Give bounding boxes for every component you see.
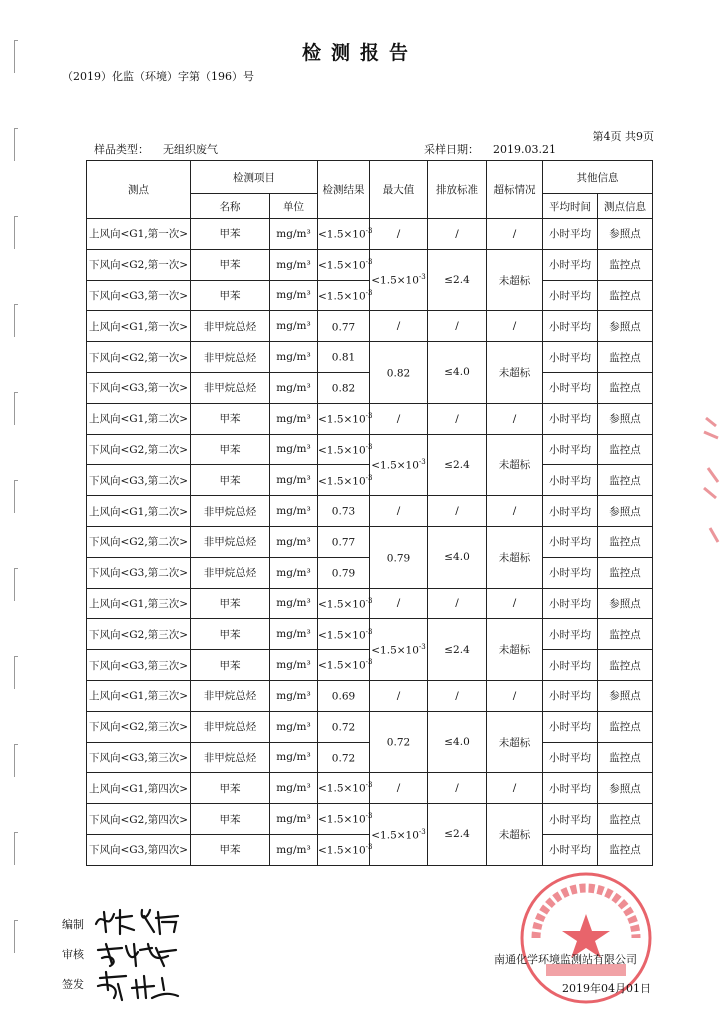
- time-cell: 小时平均: [543, 311, 598, 342]
- sample-type-value: 无组织废气: [163, 143, 218, 156]
- time-cell: 小时平均: [543, 773, 598, 804]
- point-cell: 下风向<G2,第三次>: [87, 619, 191, 650]
- exceed-cell: /: [487, 403, 543, 434]
- point-cell: 下风向<G2,第一次>: [87, 249, 191, 280]
- max-cell: [370, 342, 428, 404]
- time-cell: 小时平均: [543, 619, 598, 650]
- time-cell: 小时平均: [543, 742, 598, 773]
- result-cell-exponent: -3: [365, 411, 373, 420]
- info-cell: 参照点: [598, 680, 653, 711]
- info-cell: 监控点: [598, 650, 653, 681]
- info-cell: 监控点: [598, 372, 653, 403]
- name-cell: 甲苯: [191, 650, 270, 681]
- unit-cell: mg/m³: [270, 711, 318, 742]
- seal-fragment: [700, 408, 720, 558]
- info-cell: 监控点: [598, 434, 653, 465]
- point-cell: 上风向<G1,第二次>: [87, 496, 191, 527]
- table-row: [87, 804, 653, 835]
- name-cell: 甲苯: [191, 403, 270, 434]
- max-cell: /: [370, 311, 428, 342]
- point-cell: 下风向<G3,第二次>: [87, 465, 191, 496]
- point-cell: 下风向<G3,第一次>: [87, 280, 191, 311]
- result-cell: [318, 680, 370, 711]
- table-body: [87, 219, 653, 866]
- compiled-label: 编制: [62, 918, 84, 931]
- point-cell: 上风向<G1,第二次>: [87, 403, 191, 434]
- max-cell: /: [370, 496, 428, 527]
- result-cell-text: <1.5×10: [318, 813, 366, 826]
- result-cell: [318, 280, 373, 311]
- name-cell: 甲苯: [191, 588, 270, 619]
- result-cell: [318, 526, 370, 557]
- standard-cell: /: [428, 773, 487, 804]
- result-cell-text: <1.5×10: [318, 844, 366, 857]
- max-cell: [370, 711, 428, 773]
- exceed-cell: 未超标: [487, 711, 543, 773]
- point-cell: 上风向<G1,第三次>: [87, 588, 191, 619]
- standard-cell: ≤4.0: [428, 342, 487, 404]
- result-cell-text: <1.5×10: [318, 475, 366, 488]
- reference-number: （2019）化监（环境）字第（196）号: [62, 70, 254, 83]
- reviewed-label: 审核: [62, 948, 84, 961]
- organization-name: 南通化学环境监测站有限公司: [494, 953, 637, 966]
- time-cell: 小时平均: [543, 280, 598, 311]
- unit-cell: mg/m³: [270, 588, 318, 619]
- info-cell: 参照点: [598, 403, 653, 434]
- unit-cell: mg/m³: [270, 342, 318, 373]
- header-name: 名称: [191, 194, 270, 219]
- time-cell: 小时平均: [543, 557, 598, 588]
- result-cell-exponent: -3: [365, 812, 373, 821]
- exceed-cell: /: [487, 496, 543, 527]
- point-cell: 上风向<G1,第一次>: [87, 311, 191, 342]
- exceed-cell: 未超标: [487, 342, 543, 404]
- exceed-cell: /: [487, 680, 543, 711]
- exceed-cell: 未超标: [487, 804, 543, 866]
- max-cell: /: [370, 219, 428, 250]
- max-cell-text: <1.5×10: [371, 459, 419, 472]
- name-cell: 非甲烷总烃: [191, 557, 270, 588]
- max-cell-text: <1.5×10: [371, 829, 419, 842]
- table-row: [87, 711, 653, 742]
- exceed-cell: /: [487, 311, 543, 342]
- issuer-signature: [92, 968, 187, 1004]
- name-cell: 甲苯: [191, 280, 270, 311]
- max-cell-text: 0.82: [386, 367, 411, 380]
- table-row: [87, 342, 653, 373]
- table-row: [87, 434, 653, 465]
- name-cell: 甲苯: [191, 249, 270, 280]
- max-cell: /: [370, 588, 428, 619]
- result-cell: [318, 773, 373, 804]
- result-cell-exponent: -3: [365, 781, 373, 790]
- result-cell: [318, 557, 370, 588]
- standard-cell: /: [428, 496, 487, 527]
- time-cell: 小时平均: [543, 496, 598, 527]
- result-cell-text: <1.5×10: [318, 228, 366, 241]
- header-time: 平均时间: [543, 194, 598, 219]
- point-cell: 下风向<G2,第二次>: [87, 434, 191, 465]
- time-cell: 小时平均: [543, 834, 598, 865]
- sampling-date-label: 采样日期：: [424, 143, 479, 156]
- max-cell-exponent: -3: [418, 458, 426, 467]
- exceed-cell: 未超标: [487, 249, 543, 311]
- name-cell: 非甲烷总烃: [191, 742, 270, 773]
- time-cell: 小时平均: [543, 680, 598, 711]
- time-cell: 小时平均: [543, 342, 598, 373]
- standard-cell: /: [428, 311, 487, 342]
- max-cell: [370, 434, 428, 496]
- max-cell: [370, 804, 428, 866]
- issued-label: 签发: [62, 978, 84, 991]
- name-cell: 甲苯: [191, 619, 270, 650]
- time-cell: 小时平均: [543, 372, 598, 403]
- sampling-date-value: 2019.03.21: [493, 143, 556, 156]
- unit-cell: mg/m³: [270, 372, 318, 403]
- result-cell: [318, 650, 373, 681]
- result-cell: [318, 219, 373, 250]
- page-info: 第4页 共9页: [592, 130, 654, 143]
- name-cell: 甲苯: [191, 834, 270, 865]
- max-cell: [370, 249, 428, 311]
- standard-cell: /: [428, 680, 487, 711]
- result-cell-exponent: -3: [365, 473, 373, 482]
- info-cell: 监控点: [598, 465, 653, 496]
- result-cell: [318, 434, 373, 465]
- point-cell: 上风向<G1,第三次>: [87, 680, 191, 711]
- result-cell: [318, 711, 370, 742]
- result-cell: [318, 342, 370, 373]
- name-cell: 非甲烷总烃: [191, 342, 270, 373]
- result-cell-exponent: -3: [365, 843, 373, 852]
- result-cell-exponent: -3: [365, 288, 373, 297]
- exceed-cell: /: [487, 773, 543, 804]
- table-row: [87, 526, 653, 557]
- time-cell: 小时平均: [543, 465, 598, 496]
- name-cell: 非甲烷总烃: [191, 680, 270, 711]
- time-cell: 小时平均: [543, 219, 598, 250]
- issue-date: 2019年04月01日: [562, 982, 651, 995]
- info-cell: 监控点: [598, 834, 653, 865]
- name-cell: 非甲烷总烃: [191, 496, 270, 527]
- max-cell-exponent: -3: [418, 827, 426, 836]
- unit-cell: mg/m³: [270, 496, 318, 527]
- standard-cell: ≤2.4: [428, 619, 487, 681]
- max-cell: [370, 619, 428, 681]
- info-cell: 监控点: [598, 711, 653, 742]
- max-cell: /: [370, 773, 428, 804]
- time-cell: 小时平均: [543, 403, 598, 434]
- table-row: [87, 219, 653, 250]
- time-cell: 小时平均: [543, 526, 598, 557]
- result-cell-exponent: -3: [365, 658, 373, 667]
- time-cell: 小时平均: [543, 711, 598, 742]
- result-cell-exponent: -3: [365, 227, 373, 236]
- result-cell: [318, 804, 373, 835]
- info-cell: 监控点: [598, 280, 653, 311]
- result-cell-exponent: -3: [365, 257, 373, 266]
- info-cell: 监控点: [598, 249, 653, 280]
- result-cell-text: <1.5×10: [318, 290, 366, 303]
- unit-cell: mg/m³: [270, 311, 318, 342]
- result-cell-text: 0.81: [331, 351, 356, 364]
- info-cell: 监控点: [598, 742, 653, 773]
- info-cell: 参照点: [598, 588, 653, 619]
- result-cell-exponent: -3: [365, 596, 373, 605]
- info-cell: 监控点: [598, 526, 653, 557]
- unit-cell: mg/m³: [270, 526, 318, 557]
- unit-cell: mg/m³: [270, 465, 318, 496]
- name-cell: 非甲烷总烃: [191, 711, 270, 742]
- result-cell: [318, 403, 373, 434]
- exceed-cell: 未超标: [487, 434, 543, 496]
- standard-cell: ≤4.0: [428, 711, 487, 773]
- result-cell-text: 0.72: [331, 752, 356, 765]
- result-cell-text: <1.5×10: [318, 629, 366, 641]
- reviewer-signature: [92, 938, 187, 968]
- result-cell: [318, 465, 373, 496]
- result-cell-text: 0.82: [331, 382, 356, 395]
- table-row: [87, 680, 653, 711]
- header-point-info: 测点信息: [598, 194, 653, 219]
- unit-cell: mg/m³: [270, 650, 318, 681]
- result-cell-text: 0.77: [331, 321, 356, 334]
- table-row: [87, 619, 653, 650]
- max-cell: /: [370, 680, 428, 711]
- result-cell-text: 0.69: [331, 690, 356, 703]
- header-result: 检测结果: [318, 161, 370, 219]
- result-cell: [318, 249, 373, 280]
- name-cell: 甲苯: [191, 804, 270, 835]
- header-item: 检测项目: [191, 161, 318, 194]
- sample-type-label: 样品类型：: [94, 143, 149, 156]
- binding-marks: [14, 40, 18, 1000]
- max-cell-text: <1.5×10: [371, 644, 419, 657]
- result-cell: [318, 742, 370, 773]
- name-cell: 非甲烷总烃: [191, 311, 270, 342]
- exceed-cell: 未超标: [487, 526, 543, 588]
- time-cell: 小时平均: [543, 434, 598, 465]
- name-cell: 甲苯: [191, 219, 270, 250]
- time-cell: 小时平均: [543, 650, 598, 681]
- max-cell: [370, 526, 428, 588]
- unit-cell: mg/m³: [270, 773, 318, 804]
- exceed-cell: 未超标: [487, 619, 543, 681]
- result-cell: [318, 496, 370, 527]
- result-cell-text: 0.73: [331, 505, 356, 518]
- max-cell-exponent: -3: [418, 273, 426, 282]
- info-cell: 参照点: [598, 496, 653, 527]
- result-cell: [318, 311, 370, 342]
- exceed-cell: /: [487, 588, 543, 619]
- point-cell: 下风向<G3,第三次>: [87, 742, 191, 773]
- point-cell: 下风向<G3,第三次>: [87, 650, 191, 681]
- standard-cell: ≤4.0: [428, 526, 487, 588]
- exceed-cell: /: [487, 219, 543, 250]
- point-cell: 下风向<G3,第二次>: [87, 557, 191, 588]
- point-cell: 下风向<G2,第四次>: [87, 804, 191, 835]
- name-cell: 非甲烷总烃: [191, 372, 270, 403]
- result-cell-text: <1.5×10: [318, 413, 366, 426]
- time-cell: 小时平均: [543, 249, 598, 280]
- result-cell-text: <1.5×10: [318, 598, 366, 611]
- unit-cell: mg/m³: [270, 219, 318, 250]
- name-cell: 非甲烷总烃: [191, 526, 270, 557]
- table-row: [87, 496, 653, 527]
- standard-cell: /: [428, 588, 487, 619]
- result-cell: [318, 588, 373, 619]
- point-cell: 上风向<G1,第四次>: [87, 773, 191, 804]
- time-cell: 小时平均: [543, 588, 598, 619]
- table-row: [87, 249, 653, 280]
- info-cell: 参照点: [598, 773, 653, 804]
- point-cell: 上风向<G1,第一次>: [87, 219, 191, 250]
- table-row: [87, 773, 653, 804]
- result-cell-text: <1.5×10: [318, 259, 366, 272]
- unit-cell: mg/m³: [270, 280, 318, 311]
- time-cell: 小时平均: [543, 804, 598, 835]
- result-cell-text: 0.79: [331, 567, 356, 580]
- header-exceed: 超标情况: [487, 161, 543, 219]
- point-cell: 下风向<G3,第一次>: [87, 372, 191, 403]
- table-row: [87, 311, 653, 342]
- result-cell-exponent: -3: [365, 627, 373, 636]
- max-cell-text: <1.5×10: [371, 274, 419, 287]
- unit-cell: mg/m³: [270, 680, 318, 711]
- result-cell: [318, 834, 373, 865]
- max-cell: /: [370, 403, 428, 434]
- info-cell: 监控点: [598, 557, 653, 588]
- standard-cell: ≤2.4: [428, 249, 487, 311]
- standard-cell: /: [428, 403, 487, 434]
- sampling-date: [424, 141, 556, 157]
- info-cell: 参照点: [598, 219, 653, 250]
- table-row: [87, 588, 653, 619]
- results-table: [86, 160, 653, 866]
- sample-type: [94, 141, 218, 157]
- unit-cell: mg/m³: [270, 434, 318, 465]
- unit-cell: mg/m³: [270, 804, 318, 835]
- name-cell: 甲苯: [191, 773, 270, 804]
- result-cell-text: <1.5×10: [318, 659, 366, 672]
- info-cell: 参照点: [598, 311, 653, 342]
- result-cell-text: 0.72: [331, 721, 356, 734]
- report-title: 检测报告: [301, 42, 418, 64]
- compiler-signature: [92, 904, 187, 936]
- header-unit: 单位: [270, 194, 318, 219]
- unit-cell: mg/m³: [270, 403, 318, 434]
- result-cell-text: <1.5×10: [318, 782, 366, 795]
- unit-cell: mg/m³: [270, 742, 318, 773]
- max-cell-text: 0.72: [386, 736, 411, 749]
- header-other: 其他信息: [543, 161, 653, 194]
- header-point: 测点: [87, 161, 191, 219]
- name-cell: 甲苯: [191, 434, 270, 465]
- standard-cell: /: [428, 219, 487, 250]
- unit-cell: mg/m³: [270, 834, 318, 865]
- result-cell-text: <1.5×10: [318, 444, 366, 457]
- header-standard: 排放标准: [428, 161, 487, 219]
- point-cell: 下风向<G3,第四次>: [87, 834, 191, 865]
- point-cell: 下风向<G2,第一次>: [87, 342, 191, 373]
- standard-cell: ≤2.4: [428, 804, 487, 866]
- result-cell-exponent: -3: [365, 442, 373, 451]
- info-cell: 监控点: [598, 619, 653, 650]
- result-cell: [318, 619, 373, 650]
- max-cell-exponent: -3: [418, 642, 426, 651]
- table-row: [87, 403, 653, 434]
- name-cell: 甲苯: [191, 465, 270, 496]
- point-cell: 下风向<G2,第三次>: [87, 711, 191, 742]
- header-max: 最大值: [370, 161, 428, 219]
- result-cell-text: 0.77: [331, 536, 356, 549]
- result-cell: [318, 372, 370, 403]
- unit-cell: mg/m³: [270, 557, 318, 588]
- max-cell-text: 0.79: [386, 552, 411, 565]
- standard-cell: ≤2.4: [428, 434, 487, 496]
- unit-cell: mg/m³: [270, 249, 318, 280]
- info-cell: 监控点: [598, 804, 653, 835]
- info-cell: 监控点: [598, 342, 653, 373]
- point-cell: 下风向<G2,第二次>: [87, 526, 191, 557]
- unit-cell: mg/m³: [270, 619, 318, 650]
